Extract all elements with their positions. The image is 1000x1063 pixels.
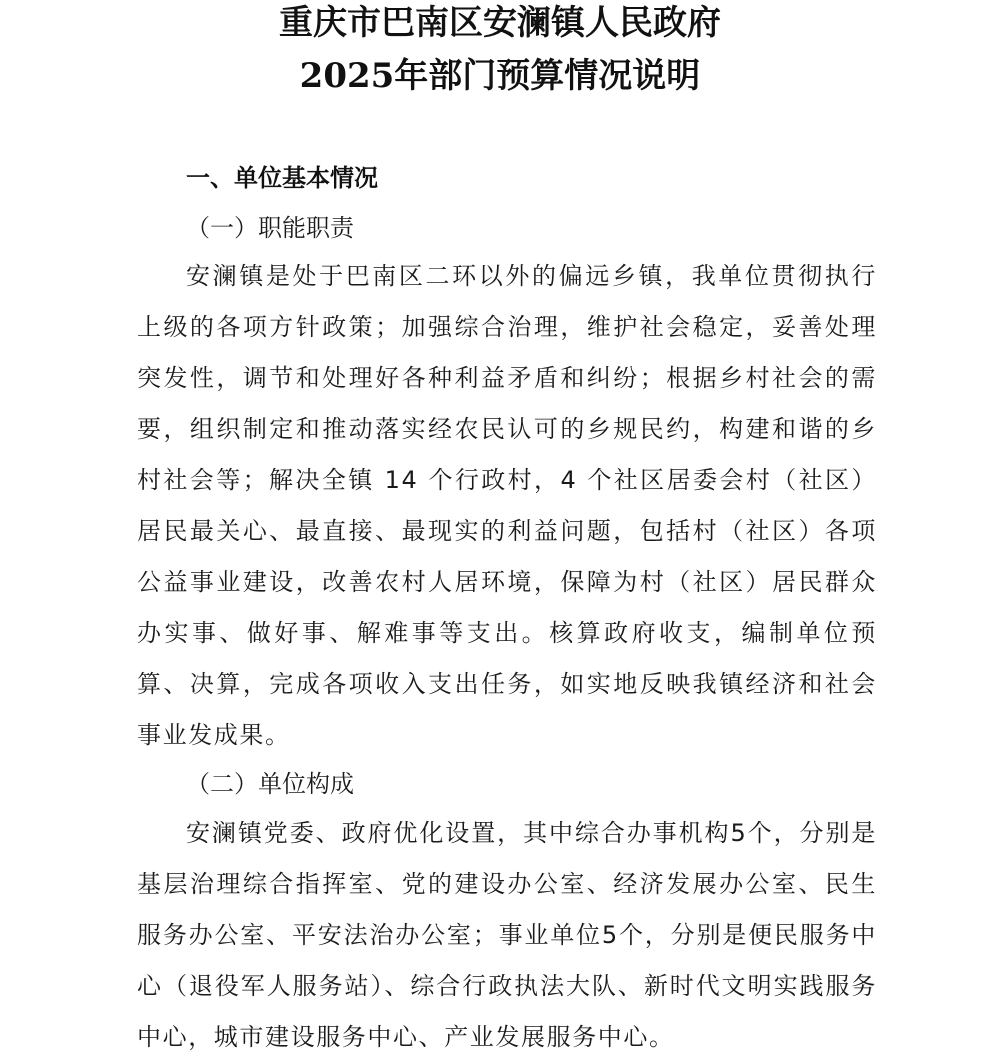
- section-heading-basic-info: 一、单位基本情况: [186, 164, 378, 192]
- document-title-line-2: 2025年部门预算情况说明: [299, 56, 701, 96]
- functions-paragraph: 安澜镇是处于巴南区二环以外的偏远乡镇，我单位贯彻执行上级的各项方针政策；加强综合治理，维护社会稳定，妥善处理突发性，调节和处理好各种利益矛盾和纠纷；根据乡村社会的需要，组织制定和推动落实经农民认可的乡规民约，构建和谐的乡村社会等；解决全镇 14 个行政村，4 个社区居委会村（社区）居民最关心、最直接、最现实的利益问题，包括村（社区）各项公益事业建设，改善农村人居环境，保障为村（社区）居民群众办实事、做好事、解难事等支出。核算政府收支，编制单位预算、决算，完成各项收入支出任务，如实地反映我镇经济和社会事业发成果。: [137, 262, 877, 749]
- composition-paragraph: 安澜镇党委、政府优化设置，其中综合办事机构5个，分别是基层治理综合指挥室、党的建设办公室、经济发展办公室、民生服务办公室、平安法治办公室；事业单位5个，分别是便民服务中心（退役军人服务站）、综合行政执法大队、新时代文明实践服务中心，城市建设服务中心、产业发展服务中心。: [137, 819, 877, 1051]
- document-title-line-1: 重庆市巴南区安澜镇人民政府: [279, 3, 721, 43]
- subsection-heading-functions: （一）职能职责: [186, 214, 354, 242]
- subsection-heading-composition: （二）单位构成: [186, 770, 354, 798]
